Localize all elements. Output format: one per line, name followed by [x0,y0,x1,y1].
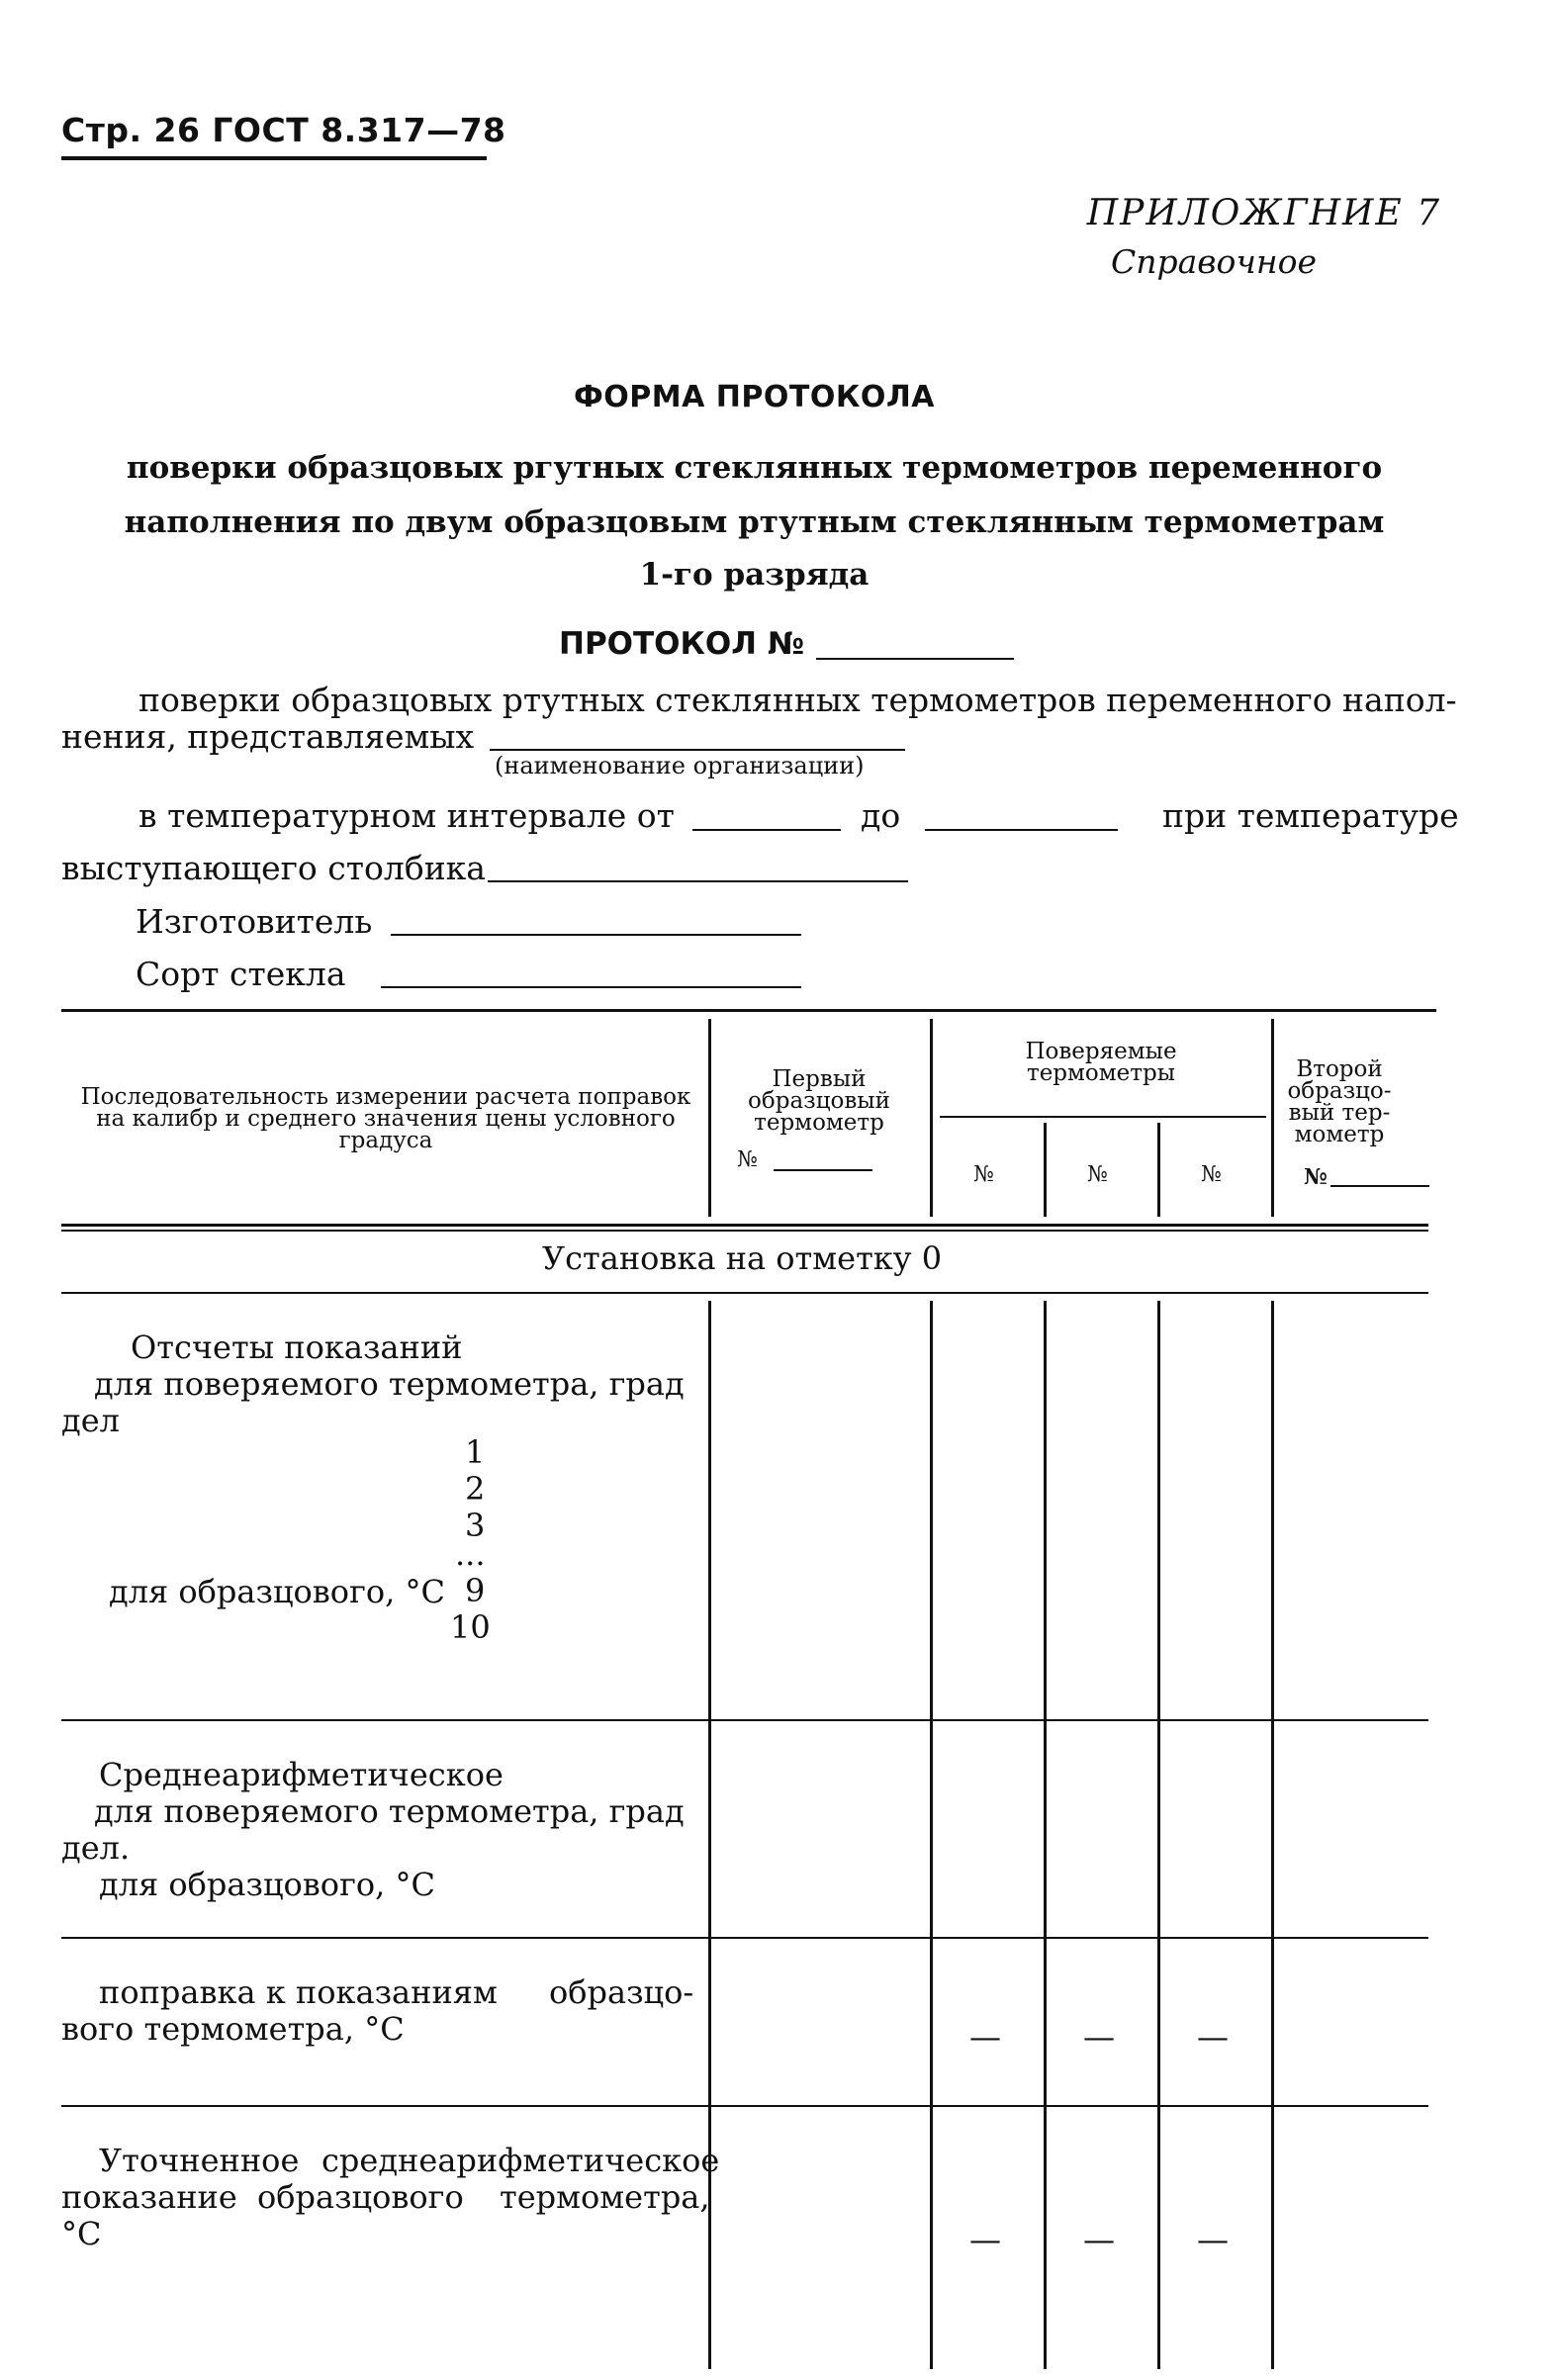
appendix-subtitle: Справочное [1110,242,1317,281]
checked-no-1: № [973,1162,994,1187]
refined-line-1a: Уточненное [99,2142,300,2179]
header-underline [61,156,487,160]
second-reference-header: Второй образцо- вый тер- мометр [1287,1056,1392,1147]
mean-checked-label: для поверяемого термометра, град [94,1792,685,1830]
refined-line-2a: показание [61,2178,237,2216]
header-bottom-rule-2 [61,1230,1428,1232]
col-divider-3-header [1044,1123,1047,1217]
interval-from-field[interactable] [692,829,841,831]
reading-9: 9 [465,1572,486,1609]
section-rule [61,1292,1428,1294]
checked-no-2: № [1087,1162,1108,1187]
col-divider-4-header [1157,1123,1160,1217]
protocol-line-1: поверки образцовых ртутных стеклянных термометров переменного напол- [138,681,1457,719]
reading-10: 10 [450,1608,491,1646]
refined-line-1b: среднеарифметическое [321,2142,720,2179]
interval-to-label: до [861,796,901,835]
correction-dash-2: — [1083,2018,1115,2056]
reading-1: 1 [465,1433,486,1471]
form-title: ФОРМА ПРОТОКОЛА [574,380,935,414]
row-rule-3 [61,2105,1428,2107]
protocol-line-2: нения, представляемых [61,717,475,756]
second-reference-no-field[interactable] [1330,1185,1429,1187]
correction-dash-1: — [969,2018,1001,2056]
table-top-rule [61,1009,1436,1012]
reading-2: 2 [465,1470,486,1508]
checked-header-rule [940,1116,1266,1118]
organization-caption: (наименование организации) [495,752,865,779]
organization-field[interactable] [490,749,905,751]
mean-reference-label: для образцового, °С [99,1866,435,1903]
manufacturer-label: Изготовитель [136,902,373,941]
readings-units: дел [61,1402,120,1439]
row-rule-1 [61,1719,1428,1721]
section-zero-setting: Установка на отметку 0 [542,1239,943,1277]
refined-line-2c: термометра, [500,2178,710,2216]
protocol-number-field[interactable] [816,658,1014,660]
manufacturer-field[interactable] [391,934,801,936]
appendix-title: ПРИЛОЖГНИЕ 7 [1086,193,1441,233]
reading-ellipsis: ... [455,1535,486,1573]
correction-line-2: вого термометра, °С [61,2010,405,2048]
protocol-number-label: ПРОТОКОЛ № [559,626,805,662]
checked-thermometers-header: Поверяемые термометры [1025,1039,1177,1086]
refined-dash-3: — [1197,2221,1229,2258]
mean-title: Среднеарифметическое [99,1756,504,1793]
column-temperature-field[interactable] [488,880,908,882]
readings-checked-label: для поверяемого термометра, град [94,1365,685,1403]
interval-label: в температурном интервале от [138,796,675,835]
col-divider-3 [1044,1301,1047,2369]
refined-dash-1: — [969,2221,1001,2258]
row-rule-2 [61,1937,1428,1939]
checked-no-3: № [1201,1162,1222,1187]
col-divider-1-header [708,1019,711,1217]
refined-dash-2: — [1083,2221,1115,2258]
readings-reference-label: для образцового, °С [109,1573,445,1610]
title-line-3: 1-го разряда [639,557,870,593]
glass-grade-label: Сорт стекла [136,955,346,993]
mean-units: дел. [61,1829,131,1867]
title-line-2: наполнения по двум образцовым ртутным стеклянным термометрам [124,504,1385,540]
col-divider-2 [930,1301,933,2369]
first-reference-header: Первый образцовый термометр [748,1066,890,1136]
page-reference: Стр. 26 ГОСТ 8.317—78 [61,111,506,149]
readings-title: Отсчеты показаний [131,1328,463,1366]
title-line-1: поверки образцовых ргутных стеклянных термометров переменного [126,450,1383,486]
glass-grade-field[interactable] [381,986,801,988]
refined-line-3: °С [61,2215,102,2252]
col-divider-4 [1157,1301,1160,2369]
sequence-header: Последовательность измерении расчета поправок на калибр и среднего значения цены условного градуса [80,1084,691,1153]
refined-line-2b: образцового [257,2178,464,2216]
col-divider-5-header [1271,1019,1274,1217]
col-divider-5 [1271,1301,1274,2369]
col-divider-2-header [930,1019,933,1217]
header-bottom-rule [61,1224,1428,1227]
temperature-label: при температуре [1162,796,1459,835]
first-reference-no-label: № [737,1147,758,1172]
correction-line-1b: образцо- [549,1973,694,2011]
second-reference-no-label: № [1304,1164,1328,1190]
interval-to-field[interactable] [925,829,1118,831]
column-temperature-label: выступающего столбика [61,849,486,887]
correction-dash-3: — [1197,2018,1229,2056]
correction-line-1a: поправка к показаниям [99,1973,498,2011]
reading-3: 3 [465,1507,486,1544]
first-reference-no-field[interactable] [774,1169,872,1171]
